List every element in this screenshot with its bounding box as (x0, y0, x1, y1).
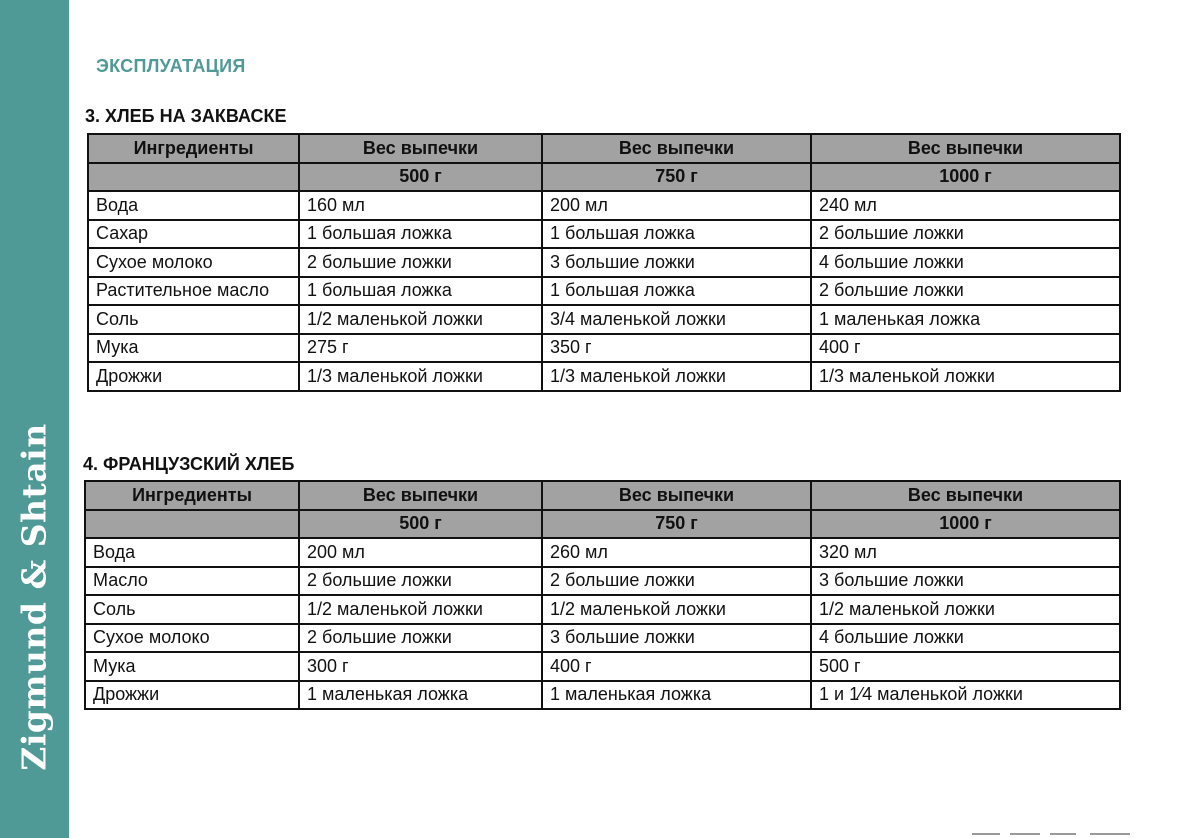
header-cell: Вес выпечки (542, 134, 811, 163)
table-cell: 1 большая ложка (299, 220, 542, 249)
table-cell: 160 мл (299, 191, 542, 220)
table-cell: 1 маленькая ложка (542, 681, 811, 710)
table-cell: 1 большая ложка (542, 220, 811, 249)
header-cell: 750 г (542, 163, 811, 192)
table-row (85, 681, 1120, 710)
table-cell: 3 большие ложки (811, 567, 1120, 596)
header-cell: 500 г (299, 510, 542, 539)
table-cell: 400 г (811, 334, 1120, 363)
header-cell: 750 г (542, 510, 811, 539)
ingredient-cell: Дрожжи (85, 681, 299, 710)
ingredient-cell: Сухое молоко (88, 248, 299, 277)
header-cell: Вес выпечки (299, 134, 542, 163)
table-cell: 2 большие ложки (542, 567, 811, 596)
table-cell: 1/2 маленькой ложки (299, 305, 542, 334)
table-header-row (88, 134, 1120, 163)
table-cell: 2 большие ложки (811, 220, 1120, 249)
table-cell: 1/3 маленькой ложки (299, 362, 542, 391)
table-cell: 3/4 маленькой ложки (542, 305, 811, 334)
ingredient-cell: Сахар (88, 220, 299, 249)
table-cell: 2 большие ложки (299, 248, 542, 277)
table-cell: 1/2 маленькой ложки (542, 595, 811, 624)
table-row (88, 362, 1120, 391)
ingredient-cell: Сухое молоко (85, 624, 299, 653)
header-cell: Вес выпечки (299, 481, 542, 510)
decorative-tick (972, 833, 1000, 835)
table-cell: 2 большие ложки (811, 277, 1120, 306)
header-cell: 1000 г (811, 510, 1120, 539)
header-cell: Вес выпечки (542, 481, 811, 510)
table-cell: 275 г (299, 334, 542, 363)
table-row (88, 277, 1120, 306)
french-bread-table (84, 480, 1121, 710)
table-cell: 1 большая ложка (542, 277, 811, 306)
table-header-row (85, 510, 1120, 539)
header-cell: 500 г (299, 163, 542, 192)
table-row (85, 652, 1120, 681)
ingredient-cell: Мука (85, 652, 299, 681)
table-cell: 500 г (811, 652, 1120, 681)
table-cell: 300 г (299, 652, 542, 681)
ingredient-cell: Вода (85, 538, 299, 567)
header-cell: Вес выпечки (811, 481, 1120, 510)
table-row (88, 191, 1120, 220)
table-title-sourdough-bread: 3. ХЛЕБ НА ЗАКВАСКЕ (85, 106, 287, 126)
table-cell: 1 маленькая ложка (299, 681, 542, 710)
table-cell: 350 г (542, 334, 811, 363)
ingredient-cell: Соль (88, 305, 299, 334)
table-cell: 400 г (542, 652, 811, 681)
table-cell: 320 мл (811, 538, 1120, 567)
table-row (85, 538, 1120, 567)
table-cell: 1 большая ложка (299, 277, 542, 306)
decorative-tick (1010, 833, 1040, 835)
header-cell: Ингредиенты (88, 134, 299, 163)
decorative-tick (1050, 833, 1076, 835)
ingredient-cell: Вода (88, 191, 299, 220)
ingredient-cell: Дрожжи (88, 362, 299, 391)
header-cell (88, 163, 299, 192)
table-cell: 4 большие ложки (811, 248, 1120, 277)
ingredient-cell: Мука (88, 334, 299, 363)
table-cell: 260 мл (542, 538, 811, 567)
table-cell: 2 большие ложки (299, 567, 542, 596)
table-row (88, 334, 1120, 363)
table-row (85, 595, 1120, 624)
header-cell: Вес выпечки (811, 134, 1120, 163)
header-cell (85, 510, 299, 539)
table-row (88, 305, 1120, 334)
sourdough-bread-table (87, 133, 1121, 392)
table-row (85, 567, 1120, 596)
table-cell: 3 большие ложки (542, 248, 811, 277)
table-cell: 1 маленькая ложка (811, 305, 1120, 334)
table-cell: 200 мл (299, 538, 542, 567)
header-cell: Ингредиенты (85, 481, 299, 510)
section-title: ЭКСПЛУАТАЦИЯ (96, 56, 246, 76)
table-cell: 1/3 маленькой ложки (542, 362, 811, 391)
table-cell: 1/2 маленькой ложки (299, 595, 542, 624)
table-cell: 1/2 маленькой ложки (811, 595, 1120, 624)
table-header-row (85, 481, 1120, 510)
table-cell: 3 большие ложки (542, 624, 811, 653)
table-cell: 2 большие ложки (299, 624, 542, 653)
table-title-french-bread: 4. ФРАНЦУЗСКИЙ ХЛЕБ (83, 454, 295, 474)
table-row (88, 248, 1120, 277)
table-cell: 240 мл (811, 191, 1120, 220)
ingredient-cell: Масло (85, 567, 299, 596)
brand-sidebar (0, 0, 69, 838)
ingredient-cell: Соль (85, 595, 299, 624)
header-cell: 1000 г (811, 163, 1120, 192)
ingredient-cell: Растительное масло (88, 277, 299, 306)
table-row (85, 624, 1120, 653)
table-header-row (88, 163, 1120, 192)
table-row (88, 220, 1120, 249)
table-cell: 1 и 1⁄4 маленькой ложки (811, 681, 1120, 710)
table-cell: 4 большие ложки (811, 624, 1120, 653)
decorative-tick (1090, 833, 1130, 835)
brand-logo: Zigmund & Shtain (14, 423, 54, 771)
table-cell: 1/3 маленькой ложки (811, 362, 1120, 391)
table-cell: 200 мл (542, 191, 811, 220)
